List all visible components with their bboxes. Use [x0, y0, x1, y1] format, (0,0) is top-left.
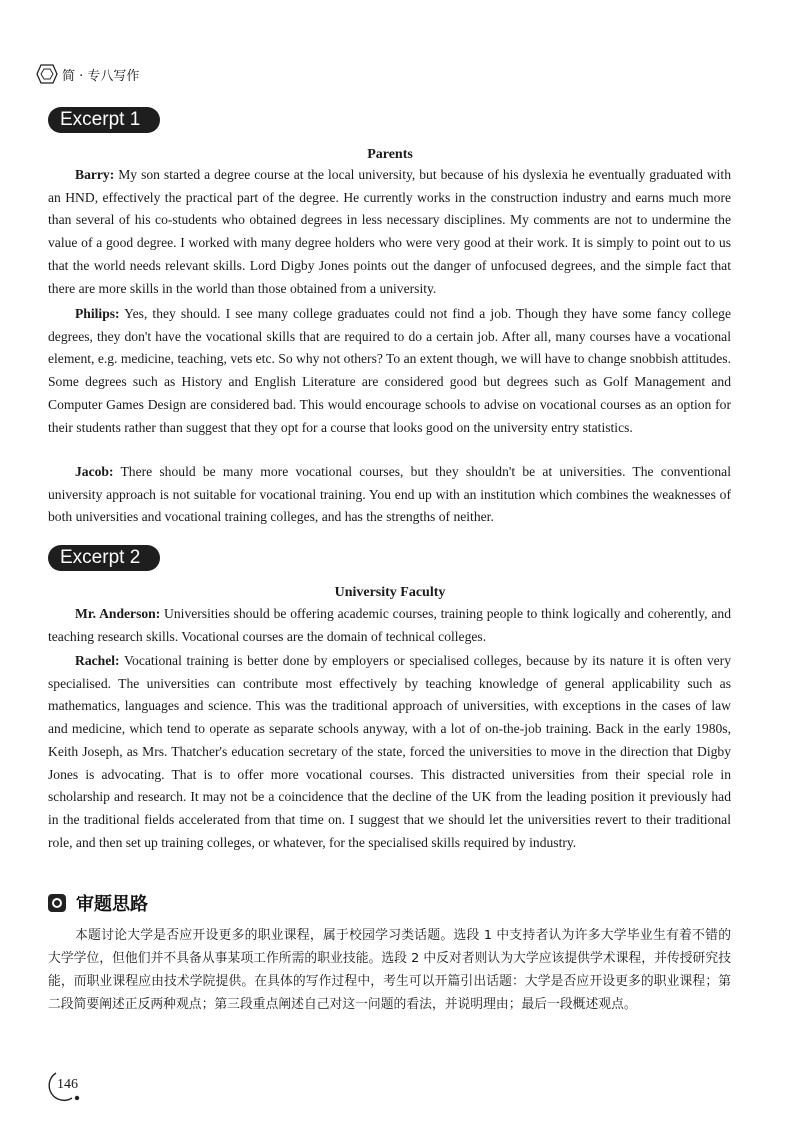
paragraph-anderson: [48, 603, 731, 648]
excerpt-2-title: University Faculty: [334, 585, 446, 600]
excerpt-2-label: Excerpt 2: [48, 545, 160, 571]
speaker-name: Mr. Anderson:: [75, 606, 161, 621]
analysis-heading: [48, 890, 148, 916]
page-number-text: 146: [57, 1077, 78, 1092]
book-title: 简 · 专八写作: [62, 68, 140, 84]
page-number: [40, 1070, 84, 1104]
section-bullet-icon: [48, 894, 66, 912]
paragraph-barry: [48, 164, 731, 300]
paragraph-rachel: [48, 650, 731, 854]
running-header: [36, 62, 139, 86]
paragraph-jacob: [48, 461, 731, 529]
excerpt-1-title: Parents: [367, 147, 413, 162]
analysis-heading-text: 审题思路: [76, 894, 148, 915]
paragraph-text: Vocational training is better done by employers or specialised colleges, because by its nature it is often very specialised. The universities can contribute most effectively by teaching knowledge of general applicability such as mathematics, languages and science. This was the traditional approach of universities, with exceptions in the cases of law and medicine, which tend to operate as separate schools anyway, with a lot of on-the-job training. Back in the early 1980s, Keith Joseph, as Mrs. Thatcher's education secretary of the state, forced the universities to move in the direction that Digby Jones is advocating. That is to offer more vocational courses. This distracted universities from their special role in scholarship and research. It may not be a coincidence that the decline of the UK from the leading position it previously had in the traditional fields accelerated from that time on. I suggest that we should let the universities revert to their traditional role, and then set up training colleges, or whatever, for the specialised skills required by industry.: [48, 653, 731, 850]
paragraph-text: Universities should be offering academic courses, training people to think logically and coherently, and teaching research skills. Vocational courses are the domain of technical colleges.: [48, 606, 732, 644]
speaker-name: Barry:: [75, 167, 115, 182]
paragraph-text: My son started a degree course at the local university, but because of his dyslexia he eventually graduated with an HND, effectively the practical part of the degree. He currently works in the construction industry and earns much more than several of his co-students who obtained degrees in less necessary disciplines. My comments are not to undermine the value of a good degree. I worked with many degree holders who were very good at their work. It is simply to point out to us that the world needs relevant skills. Lord Digby Jones points out the danger of unfocused degrees, and the simple fact that there are more skills in the world than those obtained from a university.: [48, 167, 731, 296]
speaker-name: Rachel:: [75, 653, 120, 668]
speaker-name: Philips:: [75, 306, 120, 321]
analysis-text: 本题讨论大学是否应开设更多的职业课程，属于校园学习类话题。选段 1 中支持者认为许多大学毕业生有着不错的大学学位，但他们并不具备从事某项工作所需的职业技能。选段 2 中反对者则认为大学应该提供学术课程，并传授研究技能，而职业课程应由技术学院提供。在具体的写作过程中，考生可以开篇引出话题：大学是否应开设更多的职业课程；第二段简要阐述正反两种观点；第三段重点阐述自己对这一问题的看法，并说明理由；最后一段概述观点。: [48, 928, 731, 1012]
excerpt-1-label: Excerpt 1: [48, 107, 160, 133]
paragraph-text: There should be many more vocational courses, but they shouldn't be at universities. The conventional university approach is not suitable for vocational training. You end up with an institution which combines the weaknesses of both universities and vocational training colleges, and has the strengths of neither.: [48, 464, 731, 525]
hexagon-logo-icon: [36, 64, 58, 84]
speaker-name: Jacob:: [75, 464, 114, 479]
paragraph-philips: [48, 303, 731, 439]
paragraph-text: Yes, they should. I see many college graduates could not find a job. Though they have some fancy college degrees, they don't have the vocational skills that are required to do a certain job. After all, many courses have a vocational element, e.g. medicine, teaching, vets etc. So why not others? To an extent though, we will have to change snobbish attitudes. Some degrees such as History and English Literature are considered good but degrees such as Golf Management and Computer Games Design are considered bad. This would encourage schools to advise on vocational courses as an option for their students rather than suggest that they opt for a course that looks good on the university entry statistics.: [48, 306, 731, 435]
